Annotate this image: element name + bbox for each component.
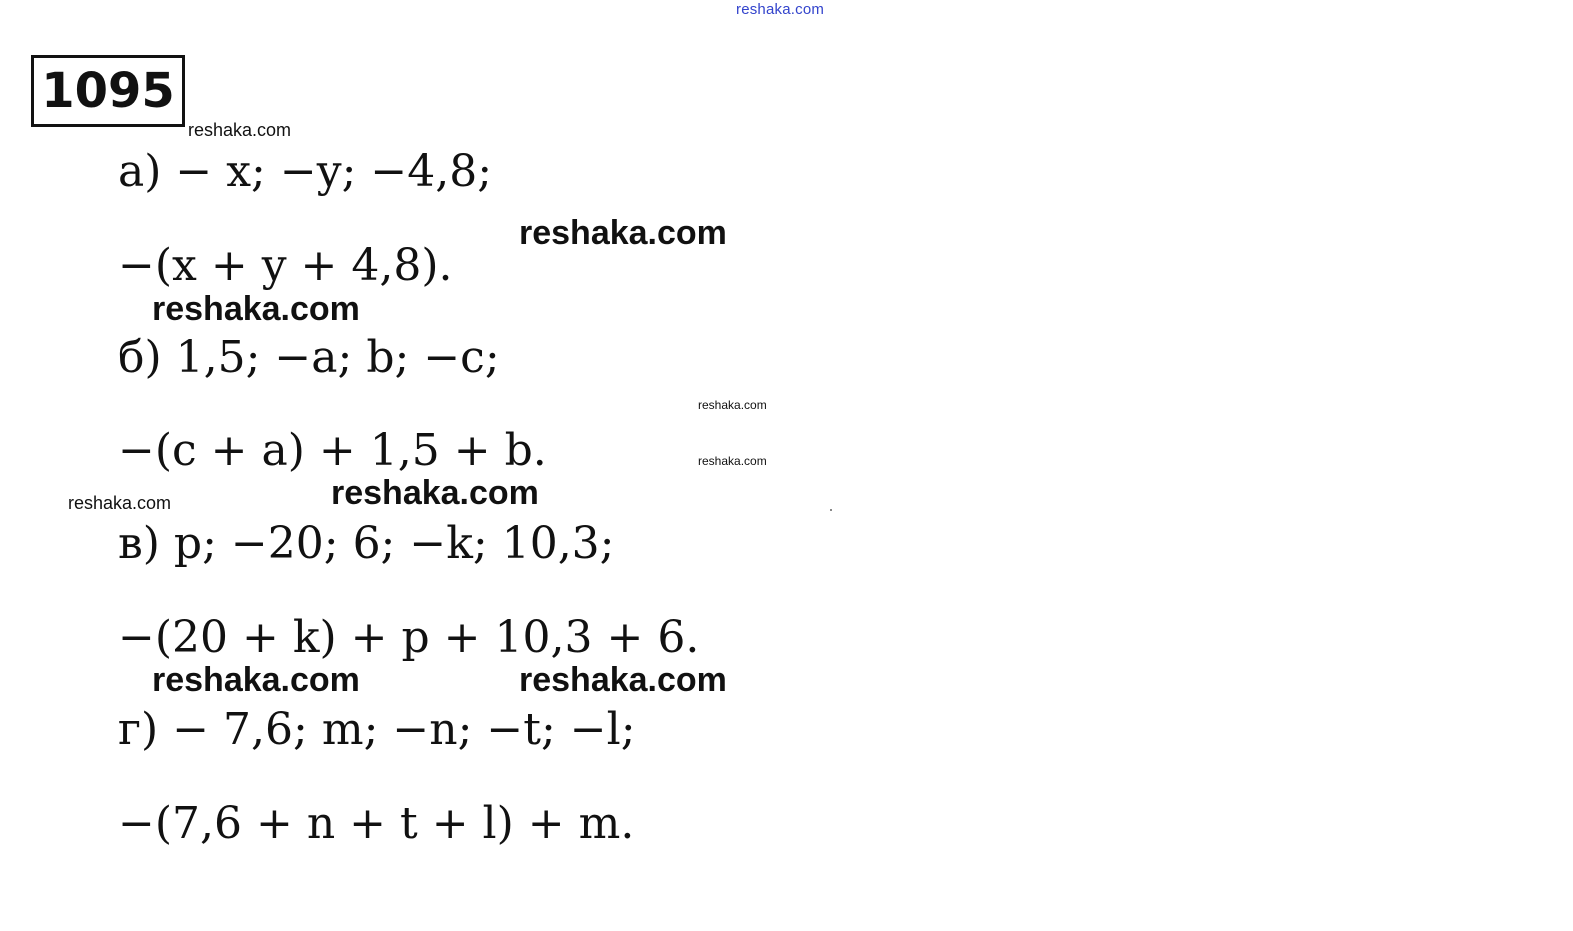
watermark: reshaka.com — [698, 398, 767, 412]
watermark: reshaka.com — [188, 120, 292, 140]
part-a-terms: а) − x; −y; −4,8; — [118, 146, 493, 197]
stray-dot — [830, 509, 832, 511]
watermark: reshaka.com — [331, 474, 539, 512]
part-v-terms: в) p; −20; 6; −k; 10,3; — [118, 518, 615, 569]
watermark: reshaka.com — [519, 661, 727, 699]
part-v-expression: −(20 + k) + p + 10,3 + 6. — [118, 612, 700, 663]
problem-number: 1095 — [31, 55, 185, 127]
watermark: reshaka.com — [68, 493, 172, 513]
watermark: reshaka.com — [698, 454, 767, 468]
part-g-expression: −(7,6 + n + t + l) + m. — [118, 798, 635, 849]
watermark: reshaka.com — [519, 214, 727, 252]
part-g-terms: г) − 7,6; m; −n; −t; −l; — [118, 704, 636, 755]
part-a-expression: −(x + y + 4,8). — [118, 240, 453, 291]
watermark: reshaka.com — [152, 661, 360, 699]
site-header-link[interactable]: reshaka.com — [736, 1, 825, 18]
part-b-terms: б) 1,5; −a; b; −c; — [118, 332, 500, 383]
part-b-expression: −(c + a) + 1,5 + b. — [118, 425, 547, 476]
watermark: reshaka.com — [152, 290, 360, 328]
